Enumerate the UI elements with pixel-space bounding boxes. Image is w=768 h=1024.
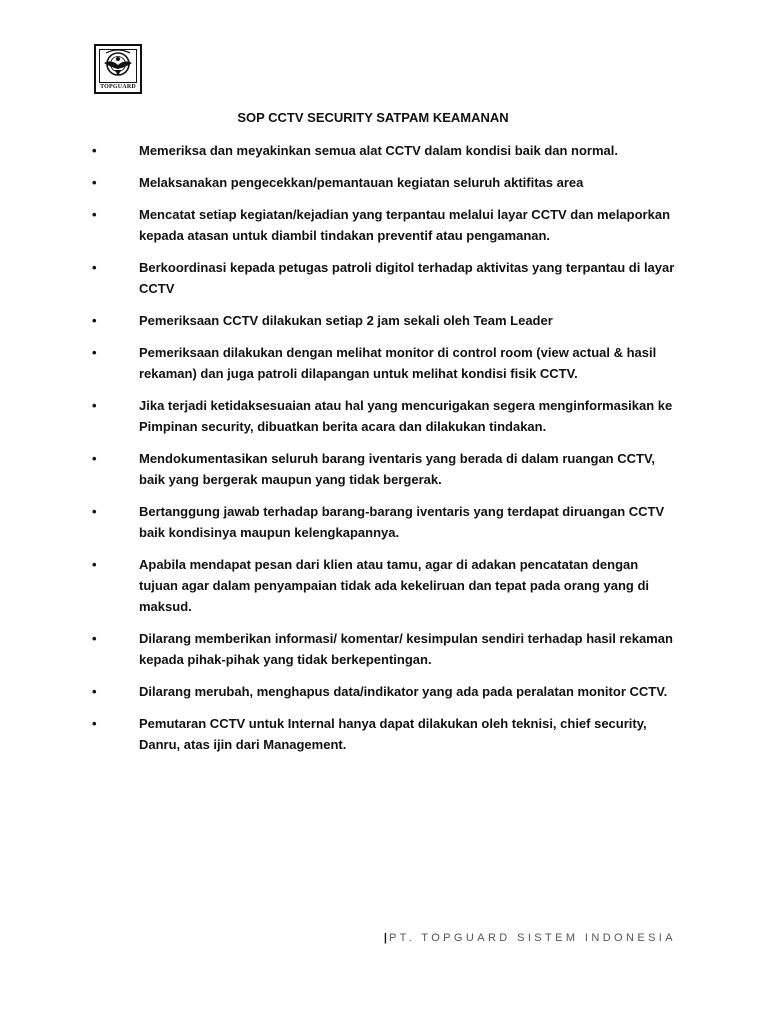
footer-company-name: PT. TOPGUARD SISTEM INDONESIA (388, 932, 676, 944)
bullet-icon: • (92, 143, 97, 158)
logo-wordmark: TOPGUARD (100, 84, 136, 90)
bullet-icon: • (92, 175, 97, 190)
list-item (0, 172, 679, 193)
list-item (0, 310, 679, 331)
bullet-icon: • (92, 207, 97, 222)
bullet-icon: • (92, 260, 97, 275)
list-item-text: Bertanggung jawab terhadap barang-barang iventaris yang terdapat diruangan CCTV baik kondisinya maupun kelengkapannya. (139, 504, 665, 540)
list-item (0, 713, 679, 755)
list-item (0, 395, 679, 437)
bullet-icon: • (92, 557, 97, 572)
footer (0, 930, 676, 946)
list-item-text: Mencatat setiap kegiatan/kejadian yang terpantau melalui layar CCTV dan melaporkan kepada atasan untuk diambil tindakan preventif atau pengamanan. (139, 207, 671, 243)
list-item-text: Dilarang memberikan informasi/ komentar/ kesimpulan sendiri terhadap hasil rekaman kepada pihak-pihak yang tidak berkepentingan. (139, 631, 673, 667)
sop-list (0, 140, 768, 766)
list-item-text: Berkoordinasi kepada petugas patroli digitol terhadap aktivitas yang terpantau di layar CCTV (139, 260, 675, 296)
list-item (0, 204, 679, 246)
list-item-text: Jika terjadi ketidaksesuaian atau hal yang mencurigakan segera menginformasikan ke Pimpinan security, dibuatkan berita acara dan dilakukan tindakan. (139, 398, 673, 434)
list-item-text: Mendokumentasikan seluruh barang iventaris yang berada di dalam ruangan CCTV, baik yang bergerak maupun yang tidak bergerak. (139, 451, 656, 487)
list-item-text: Pemutaran CCTV untuk Internal hanya dapat dilakukan oleh teknisi, chief security, Danru, atas ijin dari Management. (139, 716, 647, 752)
list-item-text: Dilarang merubah, menghapus data/indikator yang ada pada peralatan monitor CCTV. (139, 684, 668, 699)
list-item (0, 257, 679, 299)
list-item (0, 554, 679, 617)
bullet-icon: • (92, 716, 97, 731)
list-item (0, 628, 679, 670)
list-item (0, 448, 679, 490)
list-item-text: Pemeriksaan CCTV dilakukan setiap 2 jam sekali oleh Team Leader (139, 313, 553, 328)
document-title: SOP CCTV SECURITY SATPAM KEAMANAN (237, 110, 509, 125)
list-item (0, 140, 679, 161)
footer-separator: | (383, 932, 389, 944)
list-item (0, 681, 679, 702)
list-item-text: Apabila mendapat pesan dari klien atau tamu, agar di adakan pencatatan dengan tujuan agar dalam penyampaian tidak ada kekeliruan dan tepat pada orang yang di maksud. (139, 557, 650, 614)
list-item-text: Melaksanakan pengecekkan/pemantauan kegiatan seluruh aktifitas area (139, 175, 584, 190)
bullet-icon: • (92, 398, 97, 413)
bullet-icon: • (92, 684, 97, 699)
list-item (0, 342, 679, 384)
bullet-icon: • (92, 631, 97, 646)
bullet-icon: • (92, 345, 97, 360)
list-item-text: Memeriksa dan meyakinkan semua alat CCTV dalam kondisi baik dan normal. (139, 143, 619, 158)
list-item (0, 501, 679, 543)
company-logo (94, 44, 142, 94)
list-item-text: Pemeriksaan dilakukan dengan melihat monitor di control room (view actual & hasil rekaman) dan juga patroli dilapangan untuk melihat kondisi fisik CCTV. (139, 345, 657, 381)
bullet-icon: • (92, 504, 97, 519)
bullet-icon: • (92, 313, 97, 328)
bullet-icon: • (92, 451, 97, 466)
